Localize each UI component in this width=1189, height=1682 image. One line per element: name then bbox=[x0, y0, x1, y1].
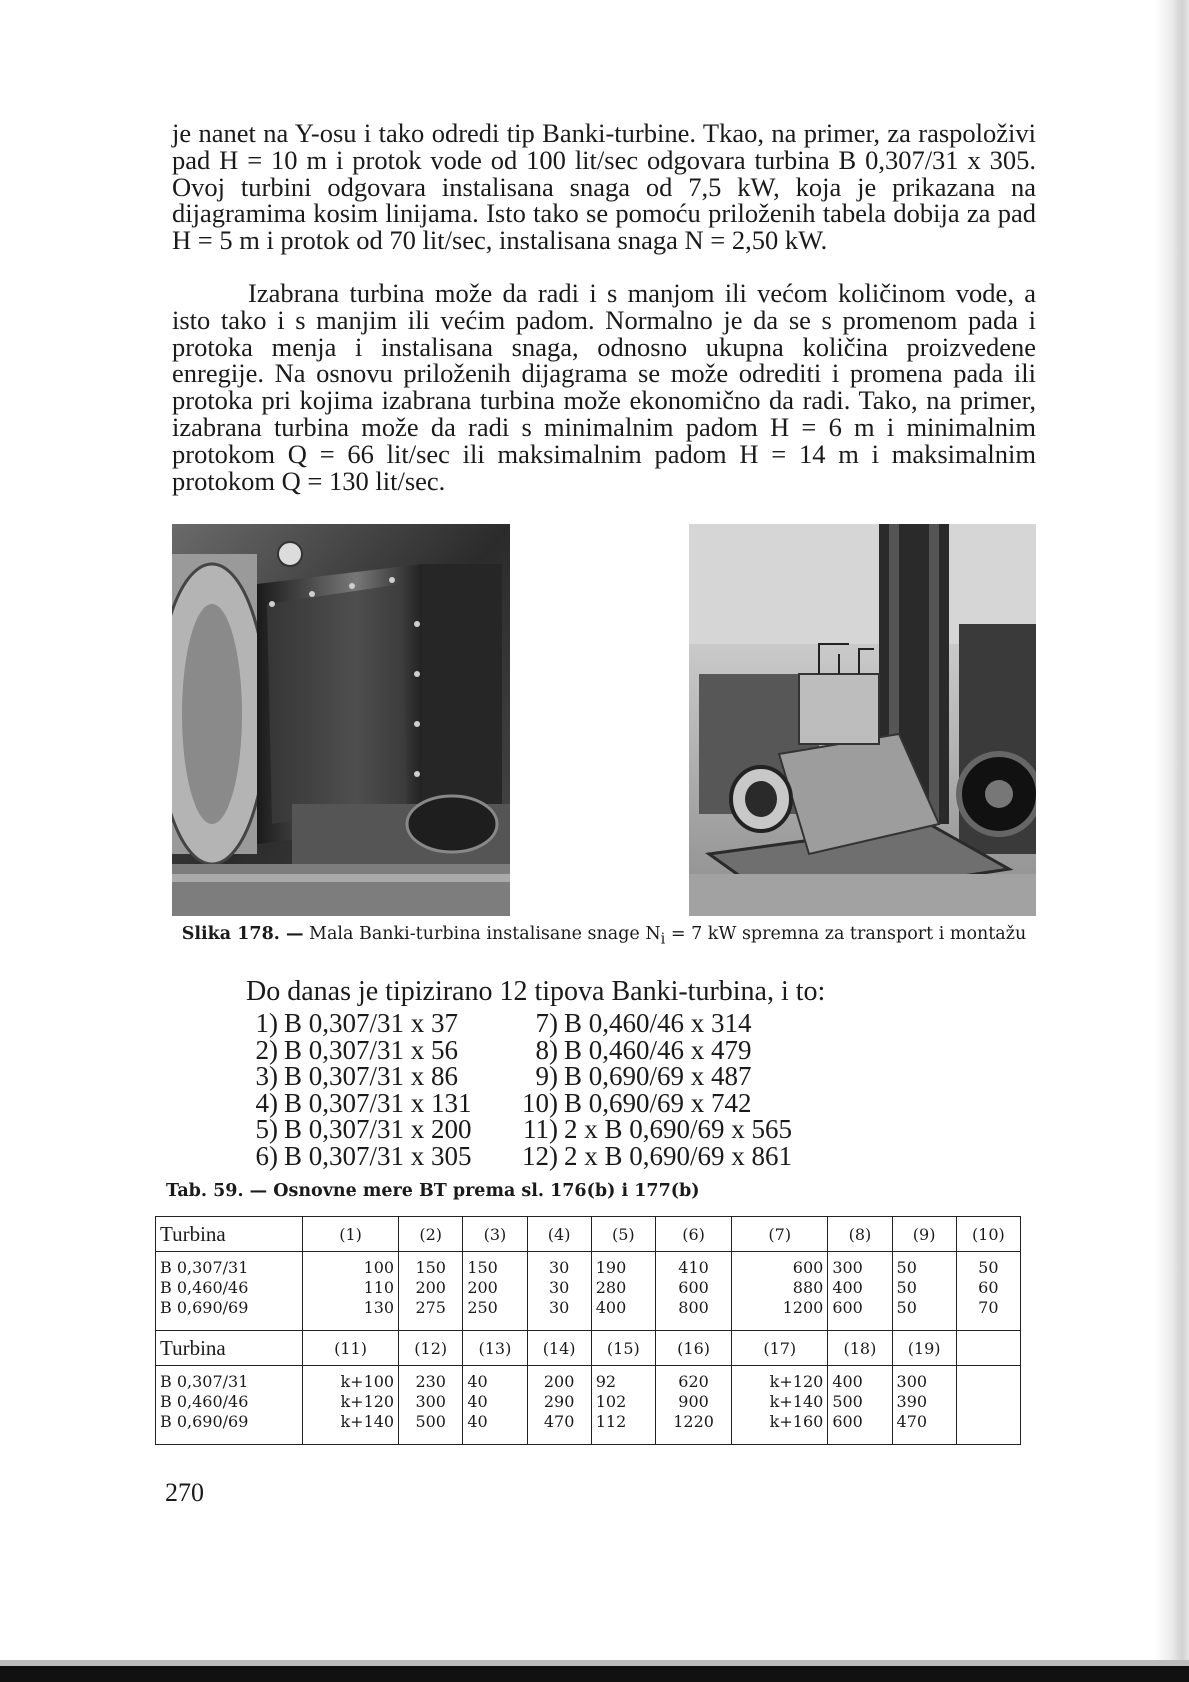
table-cell-value: 30 bbox=[548, 1278, 570, 1297]
table-cell bbox=[399, 1366, 463, 1445]
list-item: 10) B 0,690/69 x 742 bbox=[522, 1087, 752, 1118]
list-item: 6) B 0,307/31 x 305 bbox=[255, 1140, 472, 1171]
table-cell bbox=[892, 1252, 956, 1331]
table-cell-value: k+160 bbox=[769, 1412, 824, 1431]
table-header-cell: (2) bbox=[399, 1217, 463, 1252]
table-row bbox=[156, 1366, 1021, 1445]
types-list-right bbox=[520, 1010, 792, 1169]
page-number: 270 bbox=[165, 1478, 204, 1507]
table-cell-value: 300 bbox=[896, 1372, 928, 1391]
table-cell-value: 400 bbox=[832, 1372, 863, 1391]
table-cell-value: 50 bbox=[896, 1278, 917, 1297]
table-cell-value: 30 bbox=[548, 1258, 570, 1277]
table-cell-value: 130 bbox=[363, 1298, 395, 1317]
table-header-cell: (17) bbox=[732, 1331, 828, 1366]
dimensions-table bbox=[155, 1216, 1021, 1445]
table-cell-value: 280 bbox=[595, 1278, 627, 1297]
table-cell-value: 300 bbox=[832, 1258, 863, 1277]
table-cell bbox=[463, 1366, 527, 1445]
list-item: 9) B 0,690/69 x 487 bbox=[535, 1061, 752, 1091]
table-header-cell: (9) bbox=[892, 1217, 956, 1252]
table-cell bbox=[591, 1252, 655, 1331]
table-caption: Tab. 59. — Osnovne mere BT prema sl. 176(b) i 177(b) bbox=[166, 1181, 700, 1201]
table-row-labels bbox=[156, 1252, 303, 1331]
table-header-cell: (10) bbox=[956, 1217, 1020, 1252]
table-cell-value: 112 bbox=[595, 1412, 627, 1431]
table-cell bbox=[828, 1252, 892, 1331]
table-cell-value: 620 bbox=[678, 1372, 709, 1391]
table-cell-value: k+120 bbox=[769, 1372, 824, 1391]
table-row-labels bbox=[156, 1366, 303, 1445]
table-cell bbox=[591, 1366, 655, 1445]
table-cell bbox=[655, 1366, 731, 1445]
scan-bottom-border bbox=[0, 1666, 1189, 1682]
table-cell-value: B 0,460/46 bbox=[160, 1392, 249, 1411]
table-cell-value: 600 bbox=[678, 1278, 709, 1297]
table-header-cell: (11) bbox=[303, 1331, 399, 1366]
list-item: 8) B 0,460/46 x 479 bbox=[535, 1034, 752, 1065]
table-cell-value: 290 bbox=[543, 1392, 575, 1411]
list-item: 2) B 0,307/31 x 56 bbox=[255, 1034, 459, 1065]
table-header-cell: (13) bbox=[463, 1331, 527, 1366]
table-cell-value: 100 bbox=[363, 1258, 395, 1277]
types-list-intro: Do danas je tipizirano 12 tipova Banki-turbina, i to: bbox=[246, 976, 826, 1007]
table-cell-value: 40 bbox=[467, 1412, 488, 1431]
table-cell bbox=[303, 1252, 399, 1331]
table-header-row bbox=[156, 1331, 1021, 1366]
table-cell-value: 50 bbox=[896, 1258, 917, 1277]
list-item: 11) 2 x B 0,690/69 x 565 bbox=[523, 1114, 793, 1144]
scan-edge-shadow bbox=[1155, 0, 1189, 1682]
table-cell-value: 50 bbox=[978, 1258, 999, 1277]
types-list-left bbox=[240, 1010, 472, 1169]
table-cell-value: 102 bbox=[595, 1392, 627, 1411]
table-cell-value: 1200 bbox=[782, 1298, 824, 1317]
table-cell bbox=[303, 1366, 399, 1445]
list-item: 5) B 0,307/31 x 200 bbox=[255, 1114, 472, 1144]
table-cell-value: 50 bbox=[896, 1298, 917, 1317]
table-cell-value: 880 bbox=[792, 1278, 824, 1297]
table-cell-value: 390 bbox=[896, 1392, 928, 1411]
list-item: 12) 2 x B 0,690/69 x 861 bbox=[522, 1140, 793, 1171]
table-cell bbox=[732, 1366, 828, 1445]
table-cell bbox=[527, 1252, 591, 1331]
table-header-cell: (1) bbox=[303, 1217, 399, 1252]
table-cell-value: 600 bbox=[832, 1298, 863, 1317]
table-header-cell: (5) bbox=[591, 1217, 655, 1252]
table-cell-value: 275 bbox=[415, 1298, 446, 1317]
photo-turbine-on-pallet bbox=[689, 524, 1036, 916]
list-item: 1) B 0,307/31 x 37 bbox=[255, 1008, 459, 1038]
table-cell bbox=[732, 1252, 828, 1331]
table-cell-value: 40 bbox=[467, 1372, 488, 1391]
table-cell-value: 200 bbox=[543, 1372, 575, 1391]
table-cell-value: 400 bbox=[595, 1298, 627, 1317]
table-header-cell: (16) bbox=[655, 1331, 731, 1366]
table-row bbox=[156, 1252, 1021, 1331]
table-cell bbox=[892, 1366, 956, 1445]
table-cell-value: 600 bbox=[832, 1412, 863, 1431]
list-item: 4) B 0,307/31 x 131 bbox=[255, 1087, 472, 1118]
table-cell-value: 200 bbox=[467, 1278, 498, 1297]
table-cell-value: 300 bbox=[415, 1392, 446, 1411]
table-cell-value: B 0,307/31 bbox=[160, 1258, 249, 1277]
table-header-row bbox=[156, 1217, 1021, 1252]
table-cell-value: 30 bbox=[548, 1298, 570, 1317]
paragraph-1: je nanet na Y-osu i tako odredi tip Banki-turbine. Tkao, na primer, za raspoloživi pad H = 10 m i protok vode od 100 lit/sec odgovara turbina B 0,307/31 x 305. Ovoj turbini odgovara instalisana snaga od 7,5 kW, koja je prikazana na dijagramima kosim linijama. Isto tako se pomoću priloženih tabela dobija za pad H = 5 m i protok od 70 lit/sec, instalisana snaga N = 2,50 kW. bbox=[172, 118, 1036, 256]
table-cell bbox=[463, 1252, 527, 1331]
figure-caption: Slika 178. — Mala Banki-turbina instalisane snage $N_i = 7$ kW spremna za transport i montažu bbox=[181, 924, 1027, 948]
list-item: 3) B 0,307/31 x 86 bbox=[255, 1061, 459, 1091]
table-cell-value: 500 bbox=[832, 1392, 863, 1411]
table-header-cell: (18) bbox=[828, 1331, 892, 1366]
table-cell-value: 600 bbox=[792, 1258, 824, 1277]
table-cell-value: 250 bbox=[467, 1298, 498, 1317]
list-item: 7) B 0,460/46 x 314 bbox=[535, 1008, 752, 1038]
table-header-cell: (12) bbox=[399, 1331, 463, 1366]
table-cell bbox=[655, 1252, 731, 1331]
table-cell-value: 200 bbox=[415, 1278, 446, 1297]
table-cell-value: 70 bbox=[978, 1298, 999, 1317]
table-cell-value: 1220 bbox=[673, 1412, 714, 1431]
table-header-label: Turbina bbox=[156, 1217, 303, 1252]
table-cell-value: B 0,307/31 bbox=[160, 1372, 249, 1391]
table-header-cell: (14) bbox=[527, 1331, 591, 1366]
table-cell-value: k+140 bbox=[340, 1412, 395, 1431]
photo-turbine-closeup bbox=[172, 524, 510, 916]
table-header-label: Turbina bbox=[156, 1331, 303, 1366]
table-cell-value: 40 bbox=[467, 1392, 488, 1411]
table-header-cell: (8) bbox=[828, 1217, 892, 1252]
table-cell-value: 900 bbox=[678, 1392, 709, 1411]
table-cell-value: 150 bbox=[415, 1258, 446, 1277]
table-cell-value: 470 bbox=[543, 1412, 575, 1431]
table-cell bbox=[527, 1366, 591, 1445]
table-header-cell: (6) bbox=[655, 1217, 731, 1252]
table-cell bbox=[956, 1366, 1020, 1445]
table-header-cell bbox=[956, 1331, 1020, 1366]
table-cell-value: 800 bbox=[678, 1298, 709, 1317]
table-cell-value: 110 bbox=[363, 1278, 395, 1297]
table-cell-value: 92 bbox=[595, 1372, 617, 1391]
table-cell-value: k+100 bbox=[340, 1372, 395, 1391]
table-cell-value: k+120 bbox=[340, 1392, 395, 1411]
paragraph-2: Izabrana turbina može da radi i s manjom ili većom količinom vode, a isto tako i s manjim ili većim padom. Normalno je da se s promenom pada i protoka menja i instalisana snaga, odnosno ukupna količina proizvedene enregije. Na osnovu priloženih dijagrama se može odrediti i promena pada ili protoka pri kojima izabrana turbina može ekonomično da radi. Tako, na primer, izabrana turbina može da radi s minimalnim padom H = 6 m i minimalnim protokom Q = 66 lit/sec ili maksimalnim padom H = 14 m i maksimalnim protokom Q = 130 lit/sec. bbox=[172, 278, 1036, 496]
table-cell-value: 410 bbox=[678, 1258, 709, 1277]
table-cell-value: B 0,460/46 bbox=[160, 1278, 249, 1297]
table-cell bbox=[828, 1366, 892, 1445]
table-cell-value: 190 bbox=[595, 1258, 627, 1277]
table-cell bbox=[956, 1252, 1020, 1331]
table-cell-value: 500 bbox=[415, 1412, 446, 1431]
figure-label: Slika 178. — bbox=[181, 924, 304, 944]
table-cell-value: 150 bbox=[467, 1258, 498, 1277]
table-header-cell: (15) bbox=[591, 1331, 655, 1366]
table-cell bbox=[399, 1252, 463, 1331]
table-cell-value: k+140 bbox=[769, 1392, 824, 1411]
table-cell-value: B 0,690/69 bbox=[160, 1298, 249, 1317]
table-cell-value: 60 bbox=[978, 1278, 999, 1297]
table-header-cell: (4) bbox=[527, 1217, 591, 1252]
table-cell-value: 230 bbox=[415, 1372, 446, 1391]
table-header-cell: (3) bbox=[463, 1217, 527, 1252]
table-header-cell: (19) bbox=[892, 1331, 956, 1366]
table-cell-value: B 0,690/69 bbox=[160, 1412, 249, 1431]
table-header-cell: (7) bbox=[732, 1217, 828, 1252]
table-cell-value: 470 bbox=[896, 1412, 928, 1431]
table-cell-value: 400 bbox=[832, 1278, 863, 1297]
